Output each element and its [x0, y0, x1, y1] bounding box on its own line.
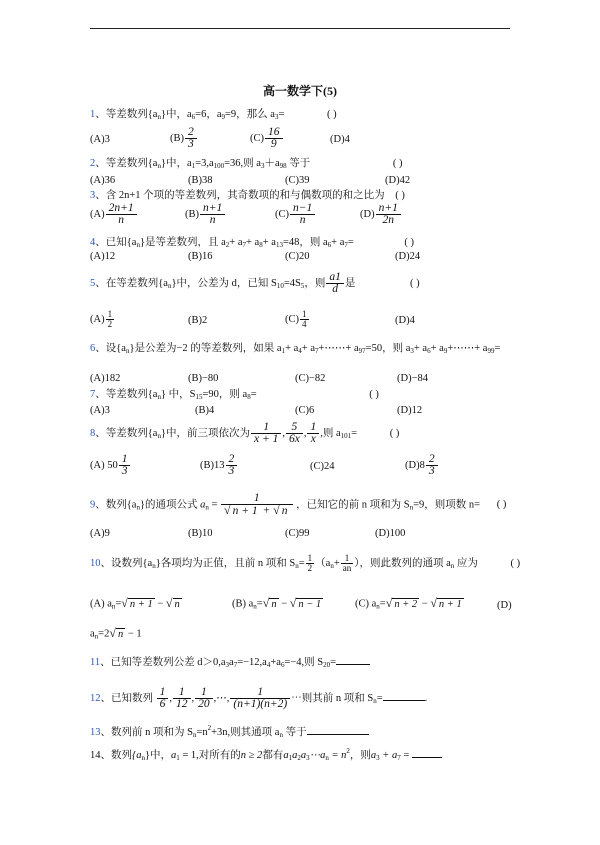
question-4: 4、已知$\{a_n\}$是等差数列，且 $a_2+ a_7+ a_8+ a_{13}=48$，则 $a_6+ a_7=$ ( ) [90, 237, 415, 249]
option: (B) $\frac{n+1}{n}$ [185, 203, 226, 226]
answer-blank[interactable] [307, 725, 369, 735]
option: (D) $\frac{n+1}{2n}$ [360, 203, 402, 226]
option: (D)12 [397, 405, 423, 416]
top-rule [90, 28, 510, 29]
question-2: 2、等差数列$\{a_n\}$中，$a_1=3,a_{100}=36$,则 $a_3+a_{98}$ 等于 ( ) [90, 158, 403, 170]
question-12: 12、已知数列 $\frac{1}{6}$ , $\frac{1}{12}$ , $\frac{1}{20}$ ,⋯, $\frac{1}{(n+1)(n+2)}$ ⋯则其前 n 项和 $S_n=$ . [90, 686, 428, 710]
option: (D)24 [395, 251, 421, 262]
fraction: $\frac{16}{9}$ [265, 127, 283, 150]
option: (C)24 [310, 461, 335, 472]
question-3: 3、含 2n+1 个项的等差数列，其奇数项的和与偶数项的和之比为 ( ) [90, 190, 405, 201]
question-1: 1、等差数列$\{a_n\}$中，$a_6=6$，$a_9=9$，那么 $a_3=$ ( ) [90, 109, 337, 121]
option: (A)182 [90, 373, 121, 384]
question-10: 10、设数列$\{a_n\}$各项均为正值，且前 n 项和 $S_n=$ $\frac{1}{2}$ （$a_n+$ $\frac{1}{an}$ ），则此数列的通项 $a_n$ 应为 ( ) [90, 553, 521, 573]
answer-blank[interactable] [336, 655, 370, 665]
question-7: 7、等差数列$\{a_n\}$ 中，$S_{15}=90$，则 $a_8=$ ( ) [90, 389, 379, 401]
question-5: 5、在等差数列$\{a_n\}$中，公差为 d，已知 $S_{10}=4S_5$，则 $\frac{a1}{d}$ 是 ( ) [90, 271, 420, 295]
fraction: $\frac{2}{3}$ [185, 127, 197, 150]
option: (A)3 [90, 134, 110, 145]
option: (B)4 [195, 405, 215, 416]
option: (B) $a_n=√$ n − √ n − 1 [232, 596, 322, 611]
option: (A) 50 $\frac{1}{3}$ [90, 454, 131, 477]
question-13: 13、数列前 n 项和为 $S_n=n^2+3n$,则其通项 $a_n$ 等于 [90, 722, 369, 742]
option: (D)4 [395, 315, 415, 326]
option: (C)20 [285, 251, 310, 262]
answer-blank[interactable] [412, 748, 442, 758]
option: (A)3 [90, 405, 110, 416]
question-14: 14、数列$\{a_n\}$中，$a_1 = 1$,对所有的n ≥ 2都有$a_1a_2a_3\cdots a_n = n^2$，则$a_3 + a_7$ = [90, 745, 442, 765]
option: (B)16 [188, 251, 213, 262]
question-8: 8、等差数列$\{a_n\}$中，前三项依次为 $\frac{1}{x + 1}$ , $\frac{5}{6x}$ , $\frac{1}{x}$ ,则 $a_{101}=$ ( ) [90, 421, 400, 445]
option: (C) $\frac{1}{4}$ [285, 309, 307, 329]
option-d-continued: $a_n=2√$ n − 1 [90, 626, 142, 641]
option: (A) $\frac{2n+1}{n}$ [90, 203, 138, 226]
question-number: 1 [90, 109, 96, 120]
option: (A)36 [90, 175, 116, 186]
option: (A) $\frac{1}{2}$ [90, 309, 113, 329]
option: (B)13 $\frac{2}{3}$ [200, 454, 238, 477]
option: (A)12 [90, 251, 116, 262]
option: (B)−80 [188, 373, 219, 384]
option: (D)4 [330, 134, 350, 145]
answer-blank[interactable] [383, 691, 425, 701]
option: (B)10 [188, 528, 213, 539]
option: (D)42 [385, 175, 411, 186]
option: (D)100 [375, 528, 406, 539]
page-title: 高一数学下(5) [263, 84, 337, 98]
option: (C) $\frac{16}{9}$ [250, 127, 284, 150]
option: (C)6 [295, 405, 315, 416]
option: (D)−84 [397, 373, 428, 384]
option: (D)8 $\frac{2}{3}$ [405, 454, 439, 477]
option: (C)−82 [295, 373, 326, 384]
question-6: 6、设$\{a_n\}$是公差为−2 的等差数列，如果 $a_1+ a_4+$ $a_7+\cdots\cdots+ a_{97}=50$，则 $a_3+ a_6+$ $a_9+\cdots\cdots+ a_{99}=$ [90, 343, 501, 355]
option: (D) [497, 600, 512, 611]
question-11: 11、已知等差数列公差 $d>0,a_3a_7=-12,a_4+a_6=-4$,则 $S_{20}=$ [90, 655, 370, 672]
option: (B)38 [188, 175, 213, 186]
option: (B)2 [188, 315, 208, 326]
option: (C)39 [285, 175, 310, 186]
question-9: 9、数列$\{a_n\}$的通项公式 $a_n$ = $\frac{1}{√ n + 1 + √ n}$ ，已知它的前 n 项和为 $S_n=9$，则项数 n= ( ) [90, 492, 507, 517]
option: (B) $\frac{2}{3}$ [170, 127, 198, 150]
option: (C)99 [285, 528, 310, 539]
option: (C) $a_n=√$ n + 2 − √ n + 1 [355, 596, 462, 611]
option: (C) $\frac{n-1}{n}$ [275, 203, 316, 226]
option: (A) $a_n=√$ n + 1 − √ n [90, 596, 180, 611]
option: (A)9 [90, 528, 110, 539]
